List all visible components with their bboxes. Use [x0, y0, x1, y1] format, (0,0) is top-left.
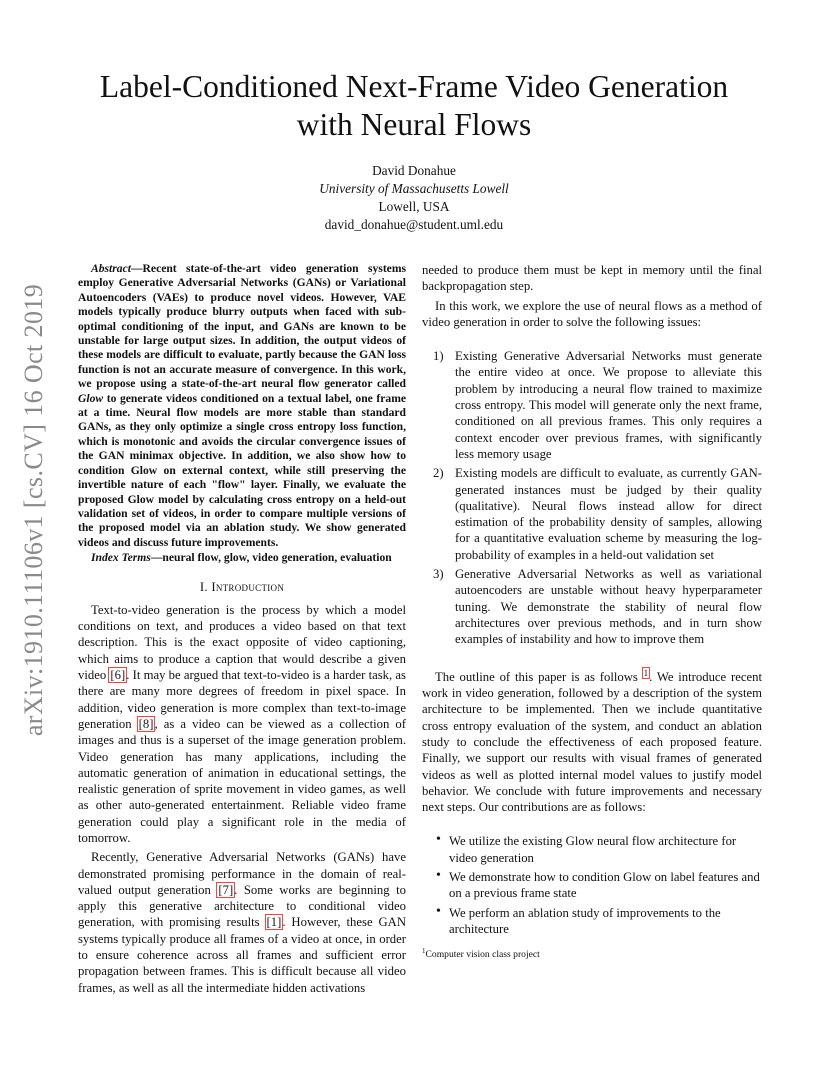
intro-paragraph-2: Recently, Generative Adversarial Networks (GANs) have demonstrated promising performance in the domain of real-valued output generation [7]. Some works are beginning to apply this generative architecture to conditional video generation, with promising results [1]. However, these GAN systems typically produce all frames of a video at once, in order to ensure coherence across all frames and sufficient error propagation between frames. This is difficult because all video frames, as well as all the intermediate hidden activations — [78, 850, 406, 995]
author-affiliation: University of Massachusetts Lowell — [319, 181, 509, 196]
outline-paragraph: The outline of this paper is as follows $^1$. We introduce recent work in video generation, followed by a description of the system architecture to be implemented. Then we include quantitative cross entropy evaluation of the system, and conduct an ablation study to conclude the effectiveness of each proposed feature. Finally, we support our results with visual frames of generated videos as well as plotted internal model values to justify model behavior. We conclude with future improvements and necessary next steps. Our contributions are as follows: — [422, 667, 762, 815]
paper-title — [60, 68, 768, 144]
list-item: 3) Generative Adversarial Networks as well as variational autoencoders are unstable without heavy hyperparameter tuning. We demonstrate the stability of neural flow architectures over previous methods, and in turn show examples of instability and how to improve them — [433, 567, 762, 647]
glow-term: Glow — [78, 391, 104, 405]
bullet-icon: • — [436, 903, 441, 919]
issues-list — [422, 348, 762, 647]
right-column — [422, 262, 762, 964]
bullet-icon: • — [436, 832, 441, 848]
intro-paragraph-2-continued: needed to produce them must be kept in memory until the final backpropagation step. — [422, 263, 762, 294]
section-heading-introduction: I. Introduction — [199, 579, 285, 594]
abstract-label: Abstract — [91, 262, 131, 275]
list-item: • We perform an ablation study of improvements to the architecture — [436, 903, 721, 936]
intro-paragraph-3: In this work, we explore the use of neural flows as a method of video generation in order to solve the following issues: — [422, 298, 762, 329]
citation-link[interactable]: [7] — [218, 882, 234, 897]
citation-link[interactable]: [6] — [110, 668, 126, 683]
footnote-link[interactable]: 1 — [643, 667, 649, 678]
list-item: • We utilize the existing Glow neural flow architecture for video generation — [436, 832, 737, 865]
left-column — [78, 262, 406, 996]
index-terms-label: Index Terms — [91, 551, 151, 565]
author-name: David Donahue — [372, 163, 456, 178]
list-item: 2) Existing models are difficult to evaluate, as currently GAN-generated instances must be judged by their quality (qualitative). Neural flows instead allow for direct estimation of the probability density of samples, allowing for a quantitative evaluation scheme by measuring the log-probability of examples in a held-out validation set — [433, 466, 762, 562]
list-item: • We demonstrate how to condition Glow on label features and on a previous frame state — [436, 868, 760, 901]
author-block — [0, 162, 828, 234]
arxiv-stamp: arXiv:1910.11106v1 [cs.CV] 16 Oct 2019 — [19, 283, 48, 737]
citation-link[interactable]: [1] — [266, 915, 282, 930]
list-item: 1) Existing Generative Adversarial Networks must generate the entire video at once. We propose to alleviate this problem by introducing a neural flow trained to maximize cross entropy. This model will generate only the next frame, conditioned on all previous frames. This only requires a context encoder over previous frames, with significantly less memory usage — [433, 349, 762, 461]
contributions-list — [422, 833, 762, 937]
abstract: Abstract—Recent state-of-the-art video generation systems employ Generative Adversarial Networks (GANs) or Variational Autoencoders (VAEs) to produce novel videos. However, VAE models typically produce blurry outputs when faced with sub-optimal conditioning of the input, and GANs are known to be unstable for large output sizes. In addition, the output videos of these models are difficult to evaluate, partly because the GAN loss function is not an accurate measure of convergence. In this work, we propose using a state-of-the-art neural flow generator called Glow to generate videos conditioned on a textual label, one frame at a time. Neural flow models are more stable than standard GANs, as they only optimize a single cross entropy loss function, which is monotonic and avoids the circular convergence issues of the GAN minimax objective. In addition, we also show how to condition Glow on external context, while still preserving the invertible nature of each "flow" layer. Finally, we evaluate the proposed Glow model by calculating cross entropy on a held-out validation set of videos, in order to compare multiple versions of the proposed model via an ablation study. We show generated videos and discuss future improvements. — [78, 262, 406, 549]
footnote: $^1$Computer vision class project — [422, 947, 540, 961]
bullet-icon: • — [436, 868, 441, 884]
title-line-1: Label-Conditioned Next-Frame Video Generation — [99, 69, 729, 104]
citation-link[interactable]: [8] — [138, 716, 154, 731]
intro-paragraph-1: Text-to-video generation is the process by which a model conditions on text, and produces a video based on that text description. This is the exact opposite of video captioning, which aims to produce a caption that would describe a given video [6]. It may be argued that text-to-video is a harder task, as there are many more degrees of freedom in pixel space. In addition, video generation is more complex than text-to-image generation [8], as a video can be viewed as a collection of images and thus is a superset of the image generation problem. Video generation has many applications, including the automatic generation of animation in educational settings, the realistic generation of sprite movement in video games, as well as other auto-generated entertainment. Reliable video frame generation could play a significant role in the media of tomorrow. — [78, 602, 407, 845]
title-line-2: with Neural Flows — [296, 107, 532, 142]
author-location: Lowell, USA — [378, 199, 450, 214]
author-email: david_donahue@student.uml.edu — [324, 217, 504, 232]
index-terms: Index Terms—neural flow, glow, video generation, evaluation — [91, 551, 392, 565]
